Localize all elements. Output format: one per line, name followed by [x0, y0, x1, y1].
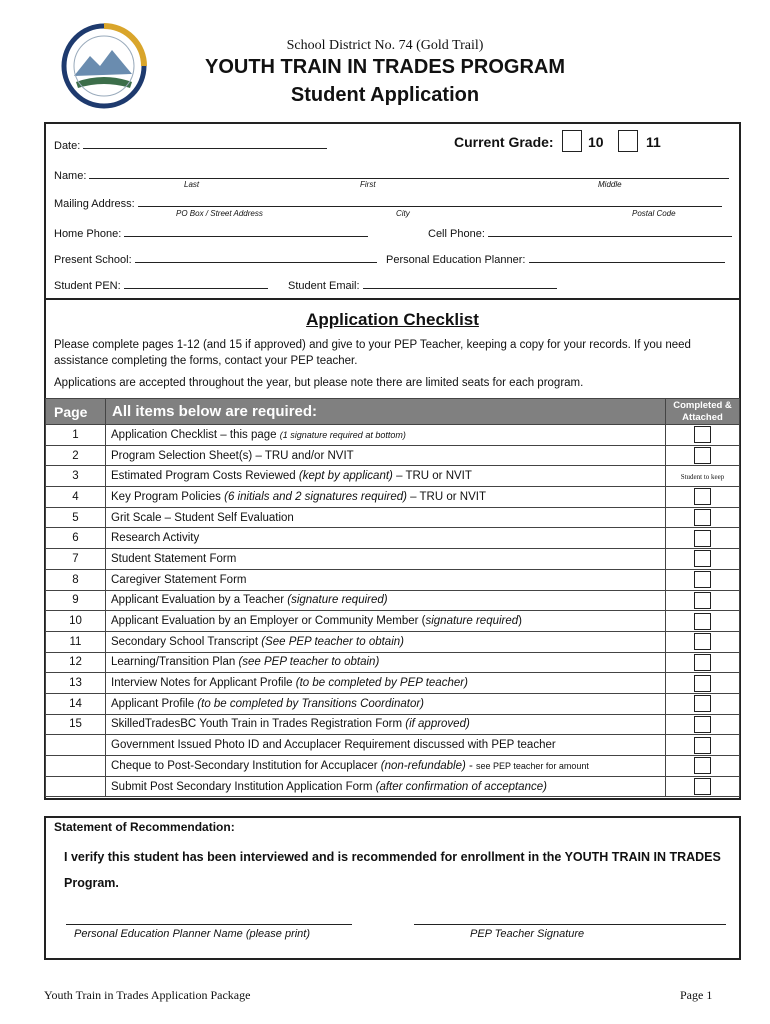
item-text: Grit Scale – Student Self Evaluation: [111, 511, 294, 524]
present-school-field[interactable]: [54, 252, 377, 266]
item-text: Research Activity: [111, 532, 200, 545]
grade-10-label: 10: [588, 134, 604, 150]
row-page-number: 6: [46, 528, 106, 549]
item-text: Secondary School Transcript: [111, 635, 262, 648]
row-page-number: 10: [46, 611, 106, 632]
row-item: [106, 693, 666, 714]
grade-11-label: 11: [646, 134, 661, 150]
mailing-label: Mailing Address:: [54, 198, 135, 210]
item-text: Learning/Transition Plan: [111, 656, 239, 669]
district-name: School District No. 74 (Gold Trail): [286, 38, 484, 53]
row-page-number: [46, 735, 106, 756]
item-text: Estimated Program Costs Reviewed: [111, 470, 299, 483]
row-item: [106, 569, 666, 590]
row-completed-cell: [666, 569, 740, 590]
grade-10-checkbox[interactable]: [562, 130, 582, 152]
row-page-number: 4: [46, 487, 106, 508]
table-row: [46, 590, 740, 611]
table-row: [46, 631, 740, 652]
row-completed-cell: [666, 673, 740, 694]
pep-label: Personal Education Planner:: [386, 254, 526, 266]
row-completed-cell: [666, 528, 740, 549]
present-school-label: Present School:: [54, 254, 132, 266]
item-text: Application Checklist – this page: [111, 428, 280, 441]
completed-checkbox[interactable]: [694, 695, 711, 712]
name-field[interactable]: [54, 168, 729, 182]
row-item: [106, 756, 666, 777]
item-note: (See PEP teacher to obtain): [261, 635, 404, 648]
table-row: [46, 487, 740, 508]
row-completed-cell: [666, 611, 740, 632]
item-text: Student Statement Form: [111, 552, 237, 565]
completed-checkbox[interactable]: [694, 675, 711, 692]
row-page-number: 12: [46, 652, 106, 673]
table-row: [46, 549, 740, 570]
completed-checkbox[interactable]: [694, 757, 711, 774]
row-page-number: 14: [46, 693, 106, 714]
cell-phone-field[interactable]: [428, 226, 732, 240]
completed-checkbox[interactable]: [694, 778, 711, 795]
completed-checkbox[interactable]: [694, 447, 711, 464]
cell-phone-label: Cell Phone:: [428, 228, 485, 240]
row-completed-cell: [666, 590, 740, 611]
completed-checkbox[interactable]: [694, 571, 711, 588]
item-tail: – TRU or NVIT: [392, 470, 472, 483]
row-item: [106, 528, 666, 549]
row-page-number: 11: [46, 631, 106, 652]
row-item: [106, 631, 666, 652]
completed-checkbox[interactable]: [694, 613, 711, 630]
row-page-number: 2: [46, 445, 106, 466]
row-page-number: 8: [46, 569, 106, 590]
home-phone-label: Home Phone:: [54, 228, 122, 240]
item-text: Applicant Evaluation by an Employer or Community Member (: [111, 615, 426, 628]
home-phone-field[interactable]: [54, 226, 368, 240]
completed-checkbox[interactable]: [694, 530, 711, 547]
row-item: [106, 673, 666, 694]
mailing-address-field[interactable]: [54, 196, 722, 210]
item-tail: -: [465, 759, 477, 772]
email-label: Student Email:: [288, 280, 360, 292]
page-title: Student Application: [290, 84, 480, 106]
completed-checkbox[interactable]: [694, 509, 711, 526]
row-page-number: [46, 776, 106, 797]
street-hint: PO Box / Street Address: [176, 209, 263, 218]
pen-label: Student PEN:: [54, 280, 121, 292]
program-title: YOUTH TRAIN IN TRADES PROGRAM: [205, 56, 565, 78]
checklist-title: Application Checklist: [306, 310, 479, 329]
item-note: (signature required): [287, 594, 388, 607]
row-item: [106, 466, 666, 487]
item-text: Applicant Profile: [111, 697, 198, 710]
row-item: [106, 487, 666, 508]
item-note: (non-refundable): [380, 759, 466, 772]
row-item: [106, 590, 666, 611]
name-last-hint: Last: [184, 180, 200, 189]
row-item: [106, 714, 666, 735]
completed-checkbox[interactable]: [694, 488, 711, 505]
row-item: [106, 652, 666, 673]
row-completed-cell: [666, 466, 740, 487]
row-item: [106, 611, 666, 632]
row-item: [106, 445, 666, 466]
table-row: [46, 673, 740, 694]
completed-checkbox[interactable]: [694, 737, 711, 754]
city-hint: City: [396, 209, 410, 218]
page-number: Page 1: [680, 988, 713, 1002]
row-completed-cell: [666, 549, 740, 570]
row-completed-cell: [666, 425, 740, 446]
row-item: [106, 735, 666, 756]
row-completed-cell: [666, 714, 740, 735]
row-page-number: 1: [46, 425, 106, 446]
item-note: (to be completed by PEP teacher): [295, 677, 468, 690]
date-label: Date:: [54, 140, 81, 152]
completed-checkbox[interactable]: [694, 592, 711, 609]
row-completed-cell: [666, 652, 740, 673]
table-row: [46, 652, 740, 673]
item-note: (to be completed by Transitions Coordinator): [197, 697, 424, 710]
row-page-number: 9: [46, 590, 106, 611]
table-row: [46, 507, 740, 528]
row-page-number: 7: [46, 549, 106, 570]
row-completed-cell: [666, 735, 740, 756]
item-text: Program Selection Sheet(s) – TRU and/or NVIT: [111, 449, 354, 462]
item-text: Key Program Policies: [111, 490, 225, 503]
pep-field[interactable]: [386, 252, 725, 266]
completed-checkbox[interactable]: [694, 654, 711, 671]
item-tail: ): [518, 615, 523, 628]
table-row: [46, 528, 740, 549]
item-note: signature required: [425, 615, 519, 628]
item-note: (1 signature required at bottom): [279, 429, 406, 440]
row-item: [106, 549, 666, 570]
row-completed-cell: [666, 693, 740, 714]
student-keep-label: Student to keep: [680, 473, 725, 482]
item-note: (kept by applicant): [298, 470, 393, 483]
item-text: Cheque to Post-Secondary Institution for Accuplacer: [111, 759, 381, 772]
row-page-number: [46, 756, 106, 777]
checklist-table: [45, 398, 740, 797]
checklist-instructions: Please complete pages 1-12 (and 15 if approved) and give to your PEP Teacher, keeping a copy for your records. If you need assistance completing the forms, contact your PEP teacher.: [54, 339, 691, 367]
table-row: [46, 756, 740, 777]
row-completed-cell: [666, 507, 740, 528]
item-text: Caregiver Statement Form: [111, 573, 247, 586]
pep-signature-label: PEP Teacher Signature: [470, 928, 585, 940]
row-page-number: 5: [46, 507, 106, 528]
pep-name-label: Personal Education Planner Name (please print): [74, 928, 311, 940]
footer-title: Youth Train in Trades Application Package: [44, 988, 251, 1002]
grade-label: Current Grade:: [454, 134, 554, 150]
row-page-number: 3: [46, 466, 106, 487]
col-completed: Completed & Attached: [666, 399, 740, 425]
row-completed-cell: [666, 756, 740, 777]
postal-code-hint: Postal Code: [632, 209, 676, 218]
row-item: [106, 776, 666, 797]
item-note: (after confirmation of acceptance): [375, 780, 547, 793]
name-label: Name:: [54, 170, 87, 182]
item-text: Government Issued Photo ID and Accuplacer Requirement discussed with PEP teacher: [111, 739, 556, 752]
table-row: [46, 466, 740, 487]
row-completed-cell: [666, 487, 740, 508]
name-middle-hint: Middle: [598, 180, 622, 189]
row-completed-cell: [666, 631, 740, 652]
completed-checkbox[interactable]: [694, 633, 711, 650]
row-page-number: 13: [46, 673, 106, 694]
item-text: Interview Notes for Applicant Profile: [111, 677, 296, 690]
date-field[interactable]: [54, 138, 327, 152]
row-item: [106, 425, 666, 446]
student-info-section: [44, 122, 741, 300]
completed-checkbox[interactable]: [694, 716, 711, 733]
col-page: Page: [46, 399, 106, 425]
pep-signature-line[interactable]: [414, 924, 726, 925]
table-row: [46, 735, 740, 756]
item-tail: – TRU or NVIT: [406, 490, 486, 503]
item-note: (if approved): [405, 718, 470, 731]
item-text: SkilledTradesBC Youth Train in Trades Registration Form: [111, 718, 406, 731]
student-pen-field[interactable]: [54, 278, 268, 292]
table-row: [46, 714, 740, 735]
table-row: [46, 693, 740, 714]
item-text: Submit Post Secondary Institution Application Form: [111, 780, 376, 793]
grade-11-checkbox[interactable]: [618, 130, 638, 152]
item-small-note: see PEP teacher for amount: [476, 760, 589, 771]
table-header: [46, 399, 740, 425]
table-row: [46, 569, 740, 590]
col-items: All items below are required:: [106, 399, 666, 425]
name-first-hint: First: [360, 180, 376, 189]
completed-checkbox[interactable]: [694, 426, 711, 443]
table-row: [46, 776, 740, 797]
recommendation-title: Statement of Recommendation:: [54, 820, 235, 834]
item-note: (6 initials and 2 signatures required): [224, 490, 407, 503]
checklist-note: Applications are accepted throughout the year, but please note there are limited seats for each program.: [54, 377, 584, 389]
table-row: [46, 445, 740, 466]
completed-checkbox[interactable]: [694, 550, 711, 567]
table-row: [46, 425, 740, 446]
recommendation-text: I verify this student has been interviewed and is recommended for enrollment in the YOUTH TRAIN IN TRADES Program.: [64, 850, 721, 890]
row-page-number: 15: [46, 714, 106, 735]
pep-name-line[interactable]: [66, 924, 352, 925]
student-email-field[interactable]: [288, 278, 557, 292]
item-text: Applicant Evaluation by a Teacher: [111, 594, 288, 607]
row-completed-cell: [666, 445, 740, 466]
row-item: [106, 507, 666, 528]
item-note: (see PEP teacher to obtain): [238, 656, 380, 669]
table-row: [46, 611, 740, 632]
row-completed-cell: [666, 776, 740, 797]
